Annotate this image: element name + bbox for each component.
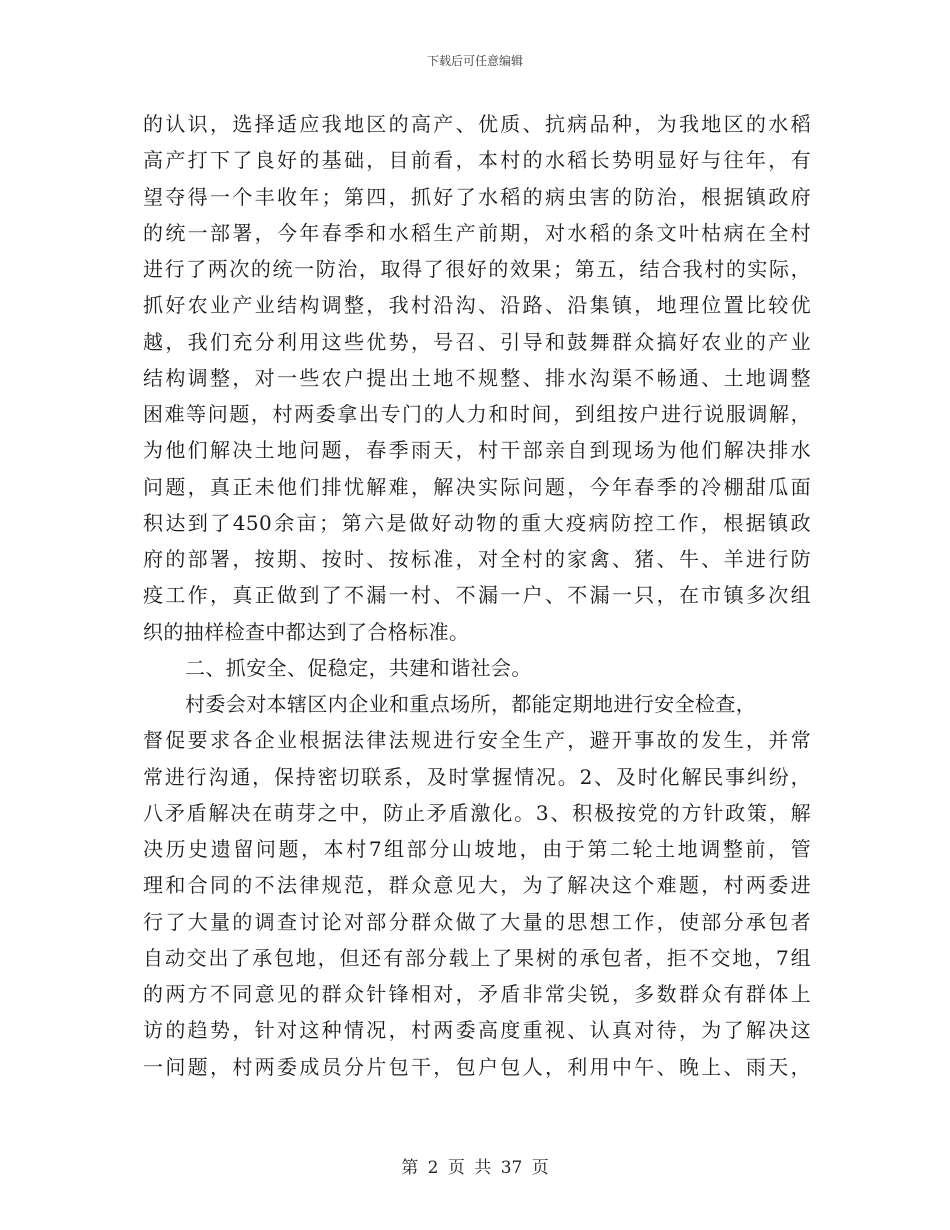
text-line: 疫工作，真正做到了不漏一村、不漏一户、不漏一只，在市镇多次组	[143, 583, 811, 608]
text-line: 八矛盾解决在萌芽之中，防止矛盾激化。3、积极按党的方针政策，解	[143, 800, 811, 825]
text-line: 督促要求各企业根据法律法规进行安全生产，避开事故的发生，并常	[143, 728, 811, 753]
text-line: 行了大量的调查讨论对部分群众做了大量的思想工作，使部分承包者	[143, 909, 811, 934]
text-line: 高产打下了良好的基础，目前看，本村的水稻长势明显好与往年，有	[143, 148, 811, 173]
text-line: 困难等问题，村两委拿出专门的人力和时间，到组按户进行说服调解，	[143, 402, 811, 426]
text-line: 的认识，选择适应我地区的高产、优质、抗病品种，为我地区的水稻	[143, 112, 811, 136]
text-line: 理和合同的不法律规范，群众意见大，为了解决这个难题，村两委进	[143, 873, 811, 898]
text-line: 常进行沟通，保持密切联系，及时掌握情况。2、及时化解民事纠纷，	[143, 764, 811, 789]
page-header: 下载后可任意编辑	[426, 54, 523, 68]
text-line: 望夺得一个丰收年；第四，抓好了水稻的病虫害的防治，根据镇政府	[143, 184, 811, 209]
text-line: 访的趋势，针对这种情况，村两委高度重视、认真对待，为了解决这	[143, 1018, 811, 1043]
page-footer: 第 2 页 共 37 页	[401, 1158, 549, 1178]
text-line: 的统一部署，今年春季和水稻生产前期，对水稻的条文叶枯病在全村	[143, 220, 811, 245]
text-line: 的两方不同意见的群众针锋相对，矛盾非常尖锐，多数群众有群体上	[143, 982, 811, 1006]
text-line: 决历史遗留问题，本村7组部分山坡地，由于第二轮土地调整前，管	[143, 837, 811, 861]
document-body	[143, 106, 811, 1085]
text-line: 自动交出了承包地，但还有部分载上了果树的承包者，拒不交地，7组	[143, 945, 811, 970]
text-line: 一问题，村两委成员分片包干，包户包人，利用中午、晚上、雨天，	[143, 1054, 811, 1079]
text-line: 进行了两次的统一防治，取得了很好的效果；第五，结合我村的实际，	[143, 257, 811, 281]
text-line: 结构调整，对一些农户提出土地不规整、排水沟渠不畅通、土地调整	[143, 365, 811, 390]
section-heading: 二、抓安全、促稳定，共建和谐社会。	[185, 655, 532, 680]
text-line: 越，我们充分利用这些优势，号召、引导和鼓舞群众搞好农业的产业	[143, 329, 811, 354]
text-line: 问题，真正未他们排忧解难，解决实际问题，今年春季的冷棚甜瓜面	[143, 474, 811, 499]
text-line: 府的部署，按期、按时、按标准，对全村的家禽、猪、牛、羊进行防	[143, 547, 811, 571]
text-line: 村委会对本辖区内企业和重点场所，都能定期地进行安全检查，	[185, 692, 757, 716]
text-line: 抓好农业产业结构调整，我村沿沟、沿路、沿集镇，地理位置比较优	[143, 293, 811, 318]
text-line: 为他们解决土地问题，春季雨天，村干部亲自到现场为他们解决排水	[143, 438, 811, 463]
text-line: 积达到了450余亩；第六是做好动物的重大疫病防控工作，根据镇政	[143, 510, 811, 535]
text-line: 织的抽样检查中都达到了合格标准。	[143, 619, 470, 644]
